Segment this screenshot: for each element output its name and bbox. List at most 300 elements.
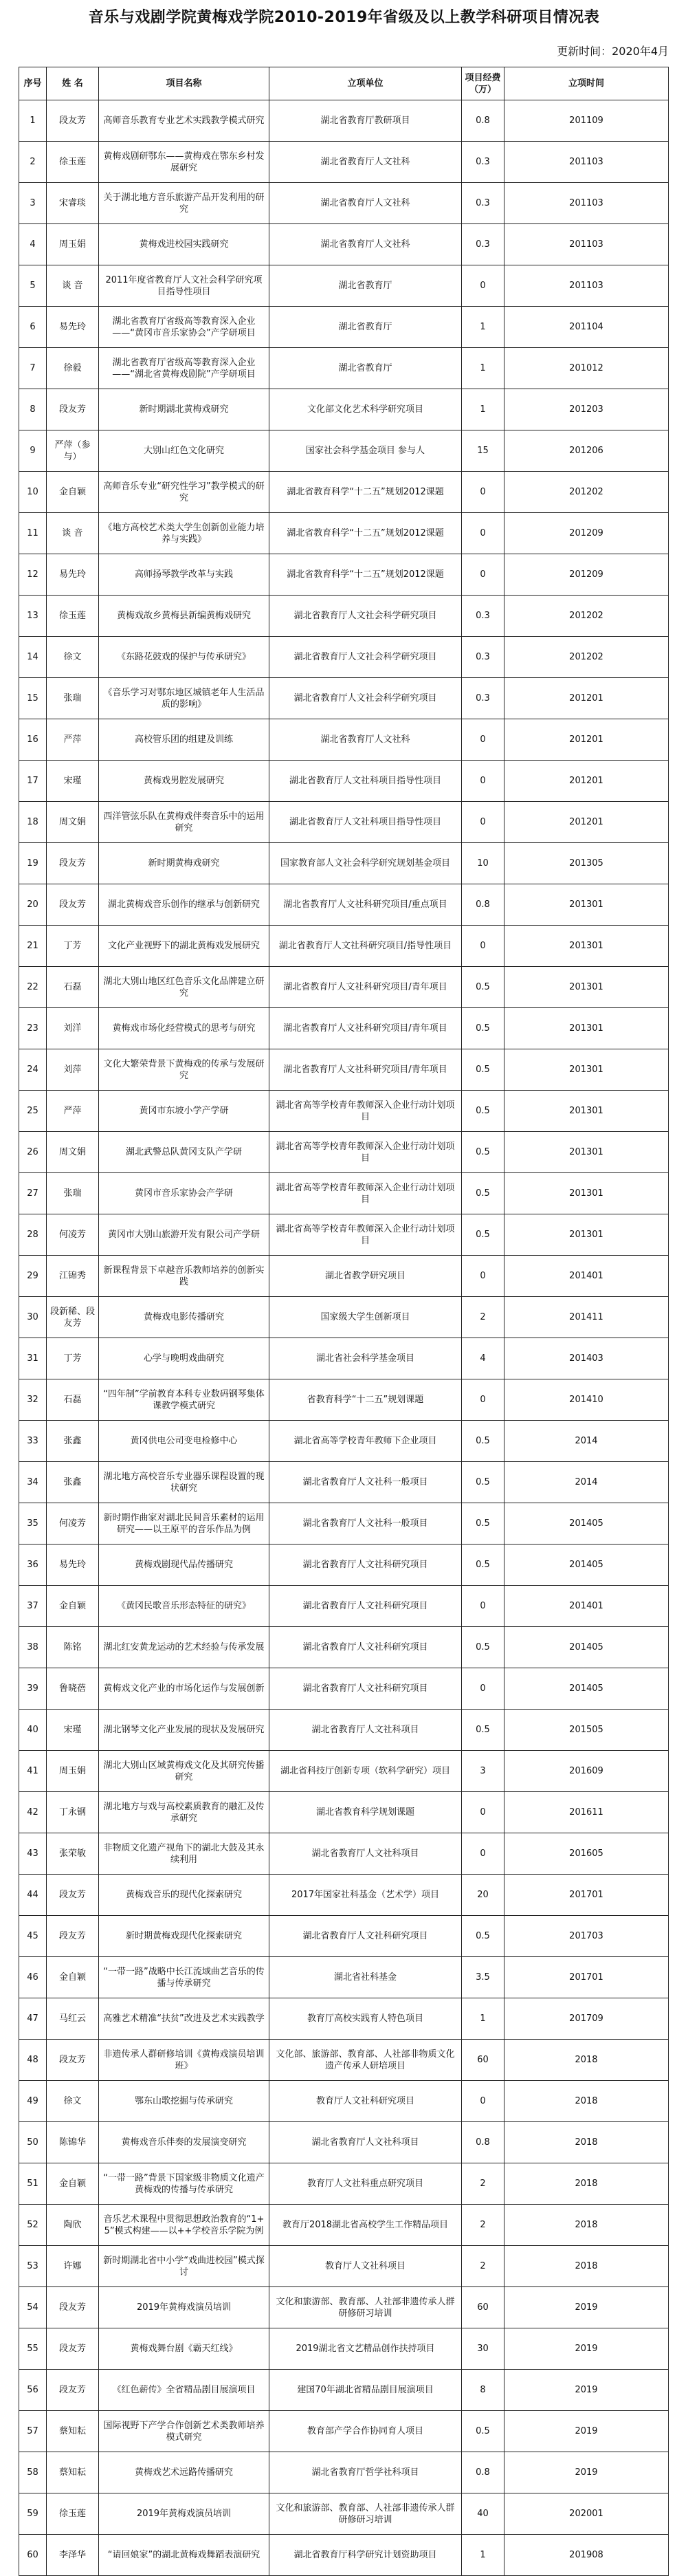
cell-date: 201505 (504, 1710, 669, 1751)
table-row (19, 2122, 669, 2163)
table-row (19, 307, 669, 348)
cell-project: 黄梅戏剧现代品传播研究 (99, 1544, 269, 1586)
cell-name: 段友芳 (47, 1916, 99, 1957)
cell-unit: 湖北省教育厅哲学社科项目 (269, 2452, 462, 2493)
cell-index: 56 (19, 2370, 47, 2411)
cell-funding: 0.5 (462, 1008, 504, 1049)
cell-date: 201611 (504, 1792, 669, 1833)
cell-name: 张鑫 (47, 1421, 99, 1462)
cell-funding: 0.5 (462, 1214, 504, 1256)
cell-date: 201301 (504, 967, 669, 1008)
cell-date: 201103 (504, 183, 669, 224)
cell-index: 42 (19, 1792, 47, 1833)
table-body (19, 100, 669, 2576)
cell-name: 许娜 (47, 2246, 99, 2287)
cell-unit: 教育厅高校实践育人特色项目 (269, 1998, 462, 2040)
table-row (19, 2287, 669, 2328)
cell-index: 3 (19, 183, 47, 224)
cell-index: 54 (19, 2287, 47, 2328)
cell-unit: 湖北省教育厅人文社会科学研究项目 (269, 678, 462, 719)
cell-index: 35 (19, 1503, 47, 1544)
table-row (19, 596, 669, 637)
cell-name: 丁永钢 (47, 1792, 99, 1833)
cell-unit: 湖北省高等学校青年教师下企业项目 (269, 1421, 462, 1462)
cell-date: 201305 (504, 843, 669, 884)
cell-project: 《红色薪传》全省精品剧目展演项目 (99, 2370, 269, 2411)
cell-unit: 湖北省教育厅 (269, 307, 462, 348)
table-row (19, 1173, 669, 1214)
cell-project: 黄梅戏艺术远路传播研究 (99, 2452, 269, 2493)
cell-unit: 湖北省教学研究项目 (269, 1256, 462, 1297)
cell-funding: 0.5 (462, 1627, 504, 1668)
cell-index: 4 (19, 224, 47, 265)
table-row (19, 926, 669, 967)
cell-unit: 湖北省教育厅人文社科研究项目/青年项目 (269, 1049, 462, 1091)
cell-name: 陈锦华 (47, 2122, 99, 2163)
cell-index: 51 (19, 2163, 47, 2205)
cell-name: 段友芳 (47, 2328, 99, 2370)
cell-unit: 湖北省教育厅人文社科项目指导性项目 (269, 761, 462, 802)
cell-project: 黄梅戏文化产业的市场化运作与发展创新 (99, 1668, 269, 1710)
cell-name: 金自颖 (47, 2163, 99, 2205)
update-time: 更新时间：2020年4月 (557, 45, 669, 58)
cell-funding: 60 (462, 2040, 504, 2081)
cell-name: 周文娟 (47, 1132, 99, 1173)
header-project: 项目名称 (99, 67, 269, 100)
cell-project: 新时期黄梅戏现代化探索研究 (99, 1916, 269, 1957)
cell-funding: 0.5 (462, 967, 504, 1008)
table-header-row (19, 67, 669, 100)
cell-unit: 湖北省教育科学“十二五”规划2012课题 (269, 513, 462, 554)
table-row (19, 183, 669, 224)
cell-index: 40 (19, 1710, 47, 1751)
cell-funding: 0.3 (462, 183, 504, 224)
cell-unit: 文化和旅游部、教育部、人社部非遗传承人群研修研习培训 (269, 2493, 462, 2535)
cell-project: 黄梅戏故乡黄梅县新编黄梅戏研究 (99, 596, 269, 637)
table-row (19, 1957, 669, 1998)
cell-name: 宋瑾 (47, 761, 99, 802)
cell-name: 谈 音 (47, 265, 99, 307)
cell-index: 6 (19, 307, 47, 348)
cell-unit: 湖北省教育厅人文社科项目 (269, 1833, 462, 1875)
cell-index: 39 (19, 1668, 47, 1710)
cell-funding: 0 (462, 719, 504, 761)
cell-index: 38 (19, 1627, 47, 1668)
cell-index: 24 (19, 1049, 47, 1091)
cell-funding: 1 (462, 1998, 504, 2040)
cell-unit: 湖北省教育厅人文社科项目指导性项目 (269, 802, 462, 843)
cell-unit: 湖北省教育厅人文社科研究项目/青年项目 (269, 967, 462, 1008)
table-row (19, 2205, 669, 2246)
table-row (19, 1049, 669, 1091)
cell-index: 48 (19, 2040, 47, 2081)
cell-unit: 湖北省高等学校青年教师深入企业行动计划项目 (269, 1173, 462, 1214)
cell-index: 5 (19, 265, 47, 307)
cell-project: 黄梅戏音乐的现代化探索研究 (99, 1875, 269, 1916)
cell-date: 201201 (504, 678, 669, 719)
cell-funding: 30 (462, 2328, 504, 2370)
cell-unit: 建国70年湖北省精品剧目展演项目 (269, 2370, 462, 2411)
cell-unit: 湖北省教育科学“十二五”规划2012课题 (269, 472, 462, 513)
cell-index: 53 (19, 2246, 47, 2287)
cell-funding: 20 (462, 1875, 504, 1916)
cell-index: 45 (19, 1916, 47, 1957)
cell-name: 周玉娟 (47, 224, 99, 265)
table-row (19, 761, 669, 802)
cell-project: 湖北黄梅戏音乐创作的继承与创新研究 (99, 884, 269, 926)
cell-project: 黄冈市东坡小学产学研 (99, 1091, 269, 1132)
cell-funding: 1 (462, 2535, 504, 2576)
cell-index: 15 (19, 678, 47, 719)
table-row (19, 1544, 669, 1586)
cell-date: 2019 (504, 2452, 669, 2493)
cell-unit: 湖北省教育厅 (269, 265, 462, 307)
cell-index: 13 (19, 596, 47, 637)
cell-funding: 0.5 (462, 1091, 504, 1132)
cell-index: 59 (19, 2493, 47, 2535)
cell-index: 11 (19, 513, 47, 554)
cell-index: 20 (19, 884, 47, 926)
cell-project: 高师扬琴教学改革与实践 (99, 554, 269, 596)
table-row (19, 2040, 669, 2081)
cell-funding: 0.3 (462, 637, 504, 678)
cell-funding: 3.5 (462, 1957, 504, 1998)
cell-name: 张瑞 (47, 1173, 99, 1214)
cell-date: 2019 (504, 2287, 669, 2328)
cell-project: 大别山红色文化研究 (99, 430, 269, 472)
cell-date: 201209 (504, 554, 669, 596)
cell-index: 37 (19, 1586, 47, 1627)
cell-funding: 0 (462, 1792, 504, 1833)
cell-name: 张鑫 (47, 1462, 99, 1503)
table-row (19, 1710, 669, 1751)
cell-funding: 2 (462, 1297, 504, 1338)
cell-funding: 3 (462, 1751, 504, 1792)
cell-index: 30 (19, 1297, 47, 1338)
cell-name: 段友芳 (47, 843, 99, 884)
cell-name: 周玉娟 (47, 1751, 99, 1792)
cell-unit: 教育部产学合作协同育人项目 (269, 2411, 462, 2452)
cell-unit: 教育厅人文社科项目 (269, 2246, 462, 2287)
cell-funding: 0 (462, 1256, 504, 1297)
cell-unit: 湖北省教育厅人文社会科学研究项目 (269, 596, 462, 637)
cell-unit: 湖北省教育厅人文社科项目 (269, 1710, 462, 1751)
cell-project: 湖北省教育厅省级高等教育深入企业——“黄冈市音乐家协会”产学研项目 (99, 307, 269, 348)
cell-index: 58 (19, 2452, 47, 2493)
cell-index: 46 (19, 1957, 47, 1998)
cell-funding: 0.5 (462, 1503, 504, 1544)
cell-project: 新时期黄梅戏研究 (99, 843, 269, 884)
cell-project: 心学与晚明戏曲研究 (99, 1338, 269, 1379)
cell-date: 201301 (504, 1091, 669, 1132)
cell-project: 黄冈供电公司变电检修中心 (99, 1421, 269, 1462)
table-row (19, 1916, 669, 1957)
cell-date: 2018 (504, 2040, 669, 2081)
cell-unit: 湖北省教育厅人文社科 (269, 183, 462, 224)
cell-project: 2019年黄梅戏演员培训 (99, 2493, 269, 2535)
cell-funding: 0.5 (462, 1710, 504, 1751)
cell-funding: 0.5 (462, 1916, 504, 1957)
cell-unit: 湖北省教育厅人文社科研究项目/重点项目 (269, 884, 462, 926)
cell-project: 西洋管弦乐队在黄梅戏伴奏音乐中的运用研究 (99, 802, 269, 843)
table-row (19, 2535, 669, 2576)
cell-project: 黄梅戏舞台剧《霸天红线》 (99, 2328, 269, 2370)
table-row (19, 1008, 669, 1049)
table-row (19, 265, 669, 307)
cell-date: 2019 (504, 2411, 669, 2452)
cell-index: 14 (19, 637, 47, 678)
cell-unit: 湖北省教育厅人文社会科学研究项目 (269, 637, 462, 678)
cell-index: 55 (19, 2328, 47, 2370)
table-row (19, 1998, 669, 2040)
cell-unit: 湖北省教育厅人文社科研究项目/青年项目 (269, 1008, 462, 1049)
cell-date: 201401 (504, 1256, 669, 1297)
cell-name: 谈 音 (47, 513, 99, 554)
project-table (19, 67, 669, 2576)
cell-name: 段友芳 (47, 2287, 99, 2328)
cell-date: 201201 (504, 761, 669, 802)
cell-funding: 40 (462, 2493, 504, 2535)
cell-project: 高师音乐教育专业艺术实践教学模式研究 (99, 100, 269, 142)
cell-project: 黄冈市大别山旅游开发有限公司产学研 (99, 1214, 269, 1256)
cell-funding: 0 (462, 802, 504, 843)
cell-funding: 0 (462, 761, 504, 802)
cell-date: 2018 (504, 2081, 669, 2122)
cell-unit: 湖北省教育厅人文社科 (269, 224, 462, 265)
table-row (19, 1462, 669, 1503)
cell-date: 201201 (504, 802, 669, 843)
cell-name: 宋瑾 (47, 1710, 99, 1751)
cell-name: 段友芳 (47, 389, 99, 430)
cell-date: 201405 (504, 1668, 669, 1710)
cell-unit: 国家社会科学基金项目 参与人 (269, 430, 462, 472)
cell-funding: 0 (462, 513, 504, 554)
cell-project: 湖北红安黄龙运动的艺术经验与传承发展 (99, 1627, 269, 1668)
table-row (19, 1214, 669, 1256)
table-row (19, 2163, 669, 2205)
cell-project: 新时期作曲家对湖北民间音乐素材的运用研究——以王原平的音乐作品为例 (99, 1503, 269, 1544)
cell-index: 57 (19, 2411, 47, 2452)
cell-project: 湖北地方与戏与高校素质教育的融汇及传承研究 (99, 1792, 269, 1833)
cell-project: 2019年黄梅戏演员培训 (99, 2287, 269, 2328)
cell-project: “四年制”学前教育本科专业数码钢琴集体课教学模式研究 (99, 1379, 269, 1421)
cell-date: 201605 (504, 1833, 669, 1875)
cell-project: 湖北地方高校音乐专业器乐课程设置的现状研究 (99, 1462, 269, 1503)
cell-name: 徐文 (47, 637, 99, 678)
cell-name: 丁芳 (47, 1338, 99, 1379)
cell-date: 201411 (504, 1297, 669, 1338)
cell-project: 关于湖北地方音乐旅游产品开发利用的研究 (99, 183, 269, 224)
cell-date: 201301 (504, 1173, 669, 1214)
cell-unit: 湖北省教育厅人文社科一般项目 (269, 1503, 462, 1544)
table-row (19, 1091, 669, 1132)
cell-name: 马红云 (47, 1998, 99, 2040)
cell-index: 9 (19, 430, 47, 472)
table-row (19, 430, 669, 472)
cell-date: 201103 (504, 224, 669, 265)
cell-date: 201709 (504, 1998, 669, 2040)
cell-project: 高师音乐专业“研究性学习”教学模式的研究 (99, 472, 269, 513)
table-row (19, 1297, 669, 1338)
table-row (19, 1751, 669, 1792)
cell-date: 2018 (504, 2122, 669, 2163)
cell-index: 32 (19, 1379, 47, 1421)
cell-name: 徐毅 (47, 348, 99, 389)
cell-index: 12 (19, 554, 47, 596)
cell-index: 8 (19, 389, 47, 430)
cell-date: 201301 (504, 1214, 669, 1256)
cell-funding: 0 (462, 1586, 504, 1627)
cell-name: 刘洋 (47, 1008, 99, 1049)
table-row (19, 2370, 669, 2411)
cell-project: 湖北武警总队黄冈支队产学研 (99, 1132, 269, 1173)
cell-funding: 0 (462, 1833, 504, 1875)
cell-date: 201405 (504, 1627, 669, 1668)
cell-project: 黄梅戏进校园实践研究 (99, 224, 269, 265)
cell-project: 黄梅戏市场化经营模式的思考与研究 (99, 1008, 269, 1049)
cell-project: 高校管乐团的组建及训练 (99, 719, 269, 761)
cell-project: 非物质文化遗产视角下的湖北大鼓及其永续利用 (99, 1833, 269, 1875)
cell-name: 段友芳 (47, 2370, 99, 2411)
cell-name: 宋睿琰 (47, 183, 99, 224)
cell-name: 丁芳 (47, 926, 99, 967)
cell-name: 段友芳 (47, 1875, 99, 1916)
cell-project: 黄梅戏音乐伴奏的发展演变研究 (99, 2122, 269, 2163)
cell-funding: 0 (462, 2081, 504, 2122)
table-row (19, 224, 669, 265)
table-row (19, 1875, 669, 1916)
cell-unit: 湖北省教育厅人文社科 (269, 719, 462, 761)
document-title: 音乐与戏剧学院黄梅戏学院2010-2019年省级及以上教学科研项目情况表 (88, 9, 600, 26)
cell-project: 湖北省教育厅省级高等教育深入企业——“湖北省黄梅戏剧院”产学研项目 (99, 348, 269, 389)
cell-unit: 湖北省教育厅人文社科研究项目/指导性项目 (269, 926, 462, 967)
cell-unit: 教育厅人文社科重点研究项目 (269, 2163, 462, 2205)
cell-unit: 教育厅人文社科研究项目 (269, 2081, 462, 2122)
table-row (19, 348, 669, 389)
cell-project: 湖北大别山地区红色音乐文化品牌建立研究 (99, 967, 269, 1008)
cell-date: 201403 (504, 1338, 669, 1379)
cell-date: 202001 (504, 2493, 669, 2535)
cell-index: 23 (19, 1008, 47, 1049)
cell-name: 金自颖 (47, 1586, 99, 1627)
table-row (19, 637, 669, 678)
cell-date: 201203 (504, 389, 669, 430)
cell-project: 新时期湖北黄梅戏研究 (99, 389, 269, 430)
cell-unit: 2019湖北省文艺精品创作扶持项目 (269, 2328, 462, 2370)
cell-unit: 湖北省高等学校青年教师深入企业行动计划项目 (269, 1132, 462, 1173)
header-unit: 立项单位 (269, 67, 462, 100)
cell-project: 《黄冈民歌音乐形态特征的研究》 (99, 1586, 269, 1627)
cell-funding: 2 (462, 2205, 504, 2246)
cell-unit: 湖北省教育厅人文社科研究项目 (269, 1916, 462, 1957)
cell-project: “一带一路”背景下国家级非物质文化遗产黄梅戏的传播与传承研究 (99, 2163, 269, 2205)
cell-date: 201201 (504, 719, 669, 761)
table-row (19, 884, 669, 926)
cell-funding: 1 (462, 348, 504, 389)
cell-name: 周文娟 (47, 802, 99, 843)
cell-funding: 2 (462, 2246, 504, 2287)
cell-date: 201405 (504, 1544, 669, 1586)
cell-name: 金自颖 (47, 1957, 99, 1998)
cell-date: 201701 (504, 1875, 669, 1916)
cell-unit: 湖北省高等学校青年教师深入企业行动计划项目 (269, 1091, 462, 1132)
cell-project: 鄂东山歌挖掘与传承研究 (99, 2081, 269, 2122)
header-funding: 项目经费（万） (462, 67, 504, 100)
cell-funding: 8 (462, 2370, 504, 2411)
cell-unit: 湖北省社科基金 (269, 1957, 462, 1998)
cell-date: 201701 (504, 1957, 669, 1998)
cell-unit: 湖北省教育科学规划课题 (269, 1792, 462, 1833)
cell-date: 201104 (504, 307, 669, 348)
cell-unit: 国家级大学生创新项目 (269, 1297, 462, 1338)
cell-name: 李泽华 (47, 2535, 99, 2576)
table-row (19, 2328, 669, 2370)
cell-funding: 0.5 (462, 1462, 504, 1503)
cell-project: 高雅艺术精准“扶贫”改进及艺术实践教学 (99, 1998, 269, 2040)
cell-funding: 0 (462, 554, 504, 596)
cell-funding: 0.3 (462, 224, 504, 265)
cell-name: 刘萍 (47, 1049, 99, 1091)
cell-funding: 0 (462, 1668, 504, 1710)
cell-date: 201209 (504, 513, 669, 554)
cell-project: 新时期湖北省中小学“戏曲进校园”模式探讨 (99, 2246, 269, 2287)
cell-name: 段友芳 (47, 2040, 99, 2081)
cell-funding: 0.5 (462, 1132, 504, 1173)
cell-name: 石磊 (47, 1379, 99, 1421)
table-row (19, 1338, 669, 1379)
cell-date: 2014 (504, 1421, 669, 1462)
cell-project: “请回娘家”的湖北黄梅戏舞蹈表演研究 (99, 2535, 269, 2576)
cell-date: 201301 (504, 1132, 669, 1173)
table-row (19, 1256, 669, 1297)
cell-unit: 湖北省教育厅人文社科研究项目 (269, 1544, 462, 1586)
cell-funding: 60 (462, 2287, 504, 2328)
header-index: 序号 (19, 67, 47, 100)
cell-date: 201405 (504, 1503, 669, 1544)
cell-funding: 0.8 (462, 884, 504, 926)
cell-index: 1 (19, 100, 47, 142)
cell-index: 26 (19, 1132, 47, 1173)
cell-date: 201301 (504, 884, 669, 926)
cell-name: 徐玉莲 (47, 2493, 99, 2535)
table-row (19, 389, 669, 430)
cell-funding: 10 (462, 843, 504, 884)
table-row (19, 843, 669, 884)
cell-unit: 湖北省教育厅科学研究计划资助项目 (269, 2535, 462, 2576)
table-row (19, 513, 669, 554)
table-row (19, 2452, 669, 2493)
cell-date: 2014 (504, 1462, 669, 1503)
cell-name: 张瑞 (47, 678, 99, 719)
cell-index: 31 (19, 1338, 47, 1379)
cell-funding: 1 (462, 307, 504, 348)
cell-funding: 0.5 (462, 1544, 504, 1586)
table-row (19, 1792, 669, 1833)
cell-index: 47 (19, 1998, 47, 2040)
cell-unit: 湖北省社会科学基金项目 (269, 1338, 462, 1379)
cell-unit: 国家教育部人文社会科学研究规划基金项目 (269, 843, 462, 884)
cell-index: 43 (19, 1833, 47, 1875)
table-row (19, 1668, 669, 1710)
cell-index: 22 (19, 967, 47, 1008)
cell-date: 2018 (504, 2246, 669, 2287)
cell-funding: 0.8 (462, 2122, 504, 2163)
cell-unit: 湖北省教育厅人文社科研究项目 (269, 1586, 462, 1627)
cell-funding: 0.5 (462, 1049, 504, 1091)
table-row (19, 1379, 669, 1421)
cell-index: 2 (19, 142, 47, 183)
table-row (19, 2411, 669, 2452)
